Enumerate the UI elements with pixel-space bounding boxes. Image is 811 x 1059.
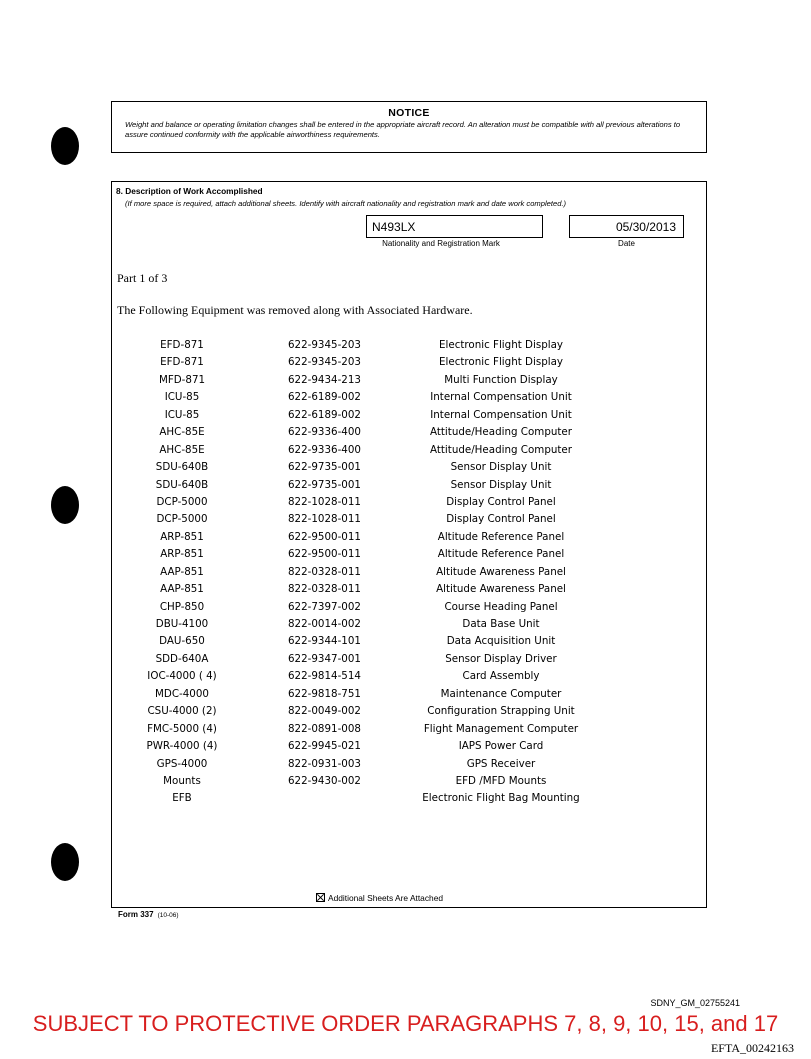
equipment-part-number: 822-0328-011 — [288, 583, 361, 596]
equipment-model: ICU-85 — [164, 391, 200, 404]
equipment-row — [112, 738, 708, 755]
removal-statement: The Following Equipment was removed along with Associated Hardware. — [117, 303, 473, 317]
equipment-model: PWR-4000 (4) — [146, 740, 218, 753]
equipment-part-number: 622-9735-001 — [288, 478, 361, 491]
equipment-model: EFB — [172, 792, 192, 805]
equipment-row — [112, 668, 708, 685]
equipment-description: EFD /MFD Mounts — [455, 774, 547, 787]
equipment-model: AAP-851 — [160, 565, 204, 578]
equipment-part-number: 622-9336-400 — [288, 426, 361, 439]
equipment-part-number: 622-7397-002 — [288, 600, 361, 613]
registration-value: N493LX — [372, 220, 416, 234]
equipment-description: Data Acquisition Unit — [446, 635, 556, 648]
date-field[interactable] — [569, 215, 684, 238]
equipment-description: Attitude/Heading Computer — [429, 426, 572, 439]
equipment-model: CSU-4000 (2) — [147, 705, 217, 718]
equipment-description: Maintenance Computer — [440, 687, 562, 700]
equipment-description: Internal Compensation Unit — [430, 391, 572, 404]
notice-title: NOTICE — [388, 107, 430, 119]
equipment-row — [112, 703, 708, 720]
punch-hole-top — [51, 127, 79, 165]
work-description-section — [111, 181, 707, 908]
equipment-row — [112, 389, 708, 406]
equipment-description: Electronic Flight Display — [439, 356, 563, 369]
equipment-model: AHC-85E — [159, 443, 205, 456]
equipment-part-number: 622-9336-400 — [288, 443, 361, 456]
equipment-row — [112, 564, 708, 581]
equipment-model: DAU-650 — [159, 635, 205, 648]
equipment-part-number: 822-1028-011 — [288, 513, 361, 526]
equipment-part-number: 622-9500-011 — [288, 548, 361, 561]
form-revision: (10-06) — [157, 912, 179, 919]
efta-number: EFTA_00242163 — [710, 1041, 794, 1055]
equipment-description: Card Assembly — [462, 670, 540, 683]
equipment-row — [112, 756, 708, 773]
equipment-row — [112, 546, 708, 563]
equipment-part-number: 622-9500-011 — [288, 530, 361, 543]
equipment-part-number: 822-0014-002 — [288, 618, 361, 630]
equipment-row — [112, 459, 708, 476]
notice-box — [111, 101, 707, 153]
equipment-description: Course Heading Panel — [444, 600, 558, 613]
bates-number: SDNY_GM_02755241 — [650, 998, 740, 1008]
equipment-part-number: 622-9735-001 — [288, 461, 361, 474]
equipment-model: MFD-871 — [158, 373, 206, 386]
equipment-model: FMC-5000 (4) — [147, 722, 217, 735]
equipment-part-number: 622-9347-001 — [288, 652, 361, 665]
form-number — [118, 910, 179, 919]
punch-hole-bottom — [51, 843, 79, 881]
equipment-model: DCP-5000 — [156, 513, 208, 526]
equipment-row — [112, 651, 708, 668]
equipment-model: ICU-85 — [164, 408, 200, 421]
punch-hole-middle — [51, 486, 79, 524]
equipment-row — [112, 407, 708, 424]
equipment-row — [112, 494, 708, 511]
equipment-row — [112, 581, 708, 598]
additional-sheets-label: Additional Sheets Are Attached — [328, 893, 444, 903]
equipment-row — [112, 372, 708, 389]
equipment-row — [112, 790, 708, 807]
equipment-part-number: 622-9345-203 — [288, 356, 361, 369]
equipment-model: ARP-851 — [160, 548, 204, 561]
equipment-model: MDC-4000 — [155, 687, 209, 700]
equipment-part-number: 622-9345-203 — [288, 339, 361, 351]
date-label: Date — [618, 239, 635, 248]
equipment-row — [112, 511, 708, 528]
equipment-description: Altitude Awareness Panel — [436, 565, 566, 578]
equipment-part-number: 622-9818-751 — [288, 687, 361, 700]
equipment-row — [112, 721, 708, 738]
equipment-description: Attitude/Heading Computer — [429, 443, 572, 456]
equipment-model: SDU-640B — [155, 478, 209, 491]
equipment-row — [112, 599, 708, 616]
checked-box-icon[interactable] — [316, 893, 325, 902]
equipment-part-number: 622-9344-101 — [288, 635, 361, 648]
notice-text: Weight and balance or operating limitation changes shall be entered in the appropriate aircraft record. An alteration must be compatible with all previous alterations to assure continued conformity with the applicable airworthiness requirements. — [125, 120, 681, 139]
equipment-description: Altitude Reference Panel — [437, 548, 565, 561]
equipment-description: Multi Function Display — [444, 373, 558, 386]
equipment-part-number: 622-9430-002 — [288, 774, 361, 787]
registration-label: Nationality and Registration Mark — [382, 239, 500, 248]
equipment-row — [112, 424, 708, 441]
equipment-description: Data Base Unit — [462, 618, 540, 630]
equipment-description: Altitude Reference Panel — [437, 530, 565, 543]
equipment-model: ARP-851 — [160, 530, 204, 543]
part-indicator: Part 1 of 3 — [117, 271, 168, 285]
date-value: 05/30/2013 — [615, 220, 676, 234]
equipment-model: AHC-85E — [159, 426, 205, 439]
form-number-label: Form 337 — [118, 910, 154, 919]
additional-sheets-checkbox[interactable] — [316, 893, 443, 903]
equipment-part-number: 822-0891-008 — [288, 722, 361, 735]
equipment-model: DCP-5000 — [156, 495, 208, 508]
equipment-description: Sensor Display Unit — [450, 461, 552, 474]
equipment-list — [112, 337, 708, 808]
section-instructions: (If more space is required, attach additional sheets. Identify with aircraft nationality and registration mark and date work completed.) — [125, 199, 567, 208]
equipment-part-number: 622-9814-514 — [288, 670, 361, 683]
equipment-description: Flight Management Computer — [423, 722, 579, 735]
equipment-description: Sensor Display Driver — [445, 652, 557, 665]
equipment-part-number: 622-9434-213 — [288, 373, 361, 386]
equipment-row — [112, 686, 708, 703]
equipment-description: Electronic Flight Display — [439, 339, 563, 351]
equipment-model: IOC-4000 ( 4) — [147, 670, 217, 683]
equipment-row — [112, 773, 708, 790]
equipment-description: Configuration Strapping Unit — [427, 705, 575, 718]
equipment-row — [112, 337, 708, 354]
equipment-model: SDU-640B — [155, 461, 209, 474]
equipment-part-number: 822-0328-011 — [288, 565, 361, 578]
equipment-row — [112, 477, 708, 494]
equipment-model: EFD-871 — [160, 356, 204, 369]
equipment-model: SDD-640A — [155, 652, 209, 665]
equipment-description: Altitude Awareness Panel — [436, 583, 566, 596]
protective-order-notice: SUBJECT TO PROTECTIVE ORDER PARAGRAPHS 7, 8, 9, 10, 15, and 17 — [32, 1011, 779, 1036]
equipment-row — [112, 354, 708, 371]
equipment-part-number: 622-6189-002 — [288, 391, 361, 404]
equipment-model: EFD-871 — [160, 339, 204, 351]
equipment-part-number: 822-0931-003 — [288, 757, 361, 770]
equipment-part-number: 622-6189-002 — [288, 408, 361, 421]
equipment-description: Display Control Panel — [446, 495, 556, 508]
equipment-model: DBU-4100 — [155, 618, 209, 630]
equipment-model: AAP-851 — [160, 583, 204, 596]
equipment-model: CHP-850 — [159, 600, 205, 613]
equipment-row — [112, 616, 708, 633]
registration-field[interactable] — [366, 215, 543, 238]
equipment-part-number: 822-1028-011 — [288, 495, 361, 508]
equipment-description: Electronic Flight Bag Mounting — [422, 792, 580, 805]
equipment-description: Sensor Display Unit — [450, 478, 552, 491]
equipment-description: GPS Receiver — [466, 757, 536, 770]
equipment-part-number: 622-9945-021 — [288, 740, 361, 753]
equipment-description: Display Control Panel — [446, 513, 556, 526]
section-title: 8. Description of Work Accomplished — [116, 186, 263, 196]
equipment-description: IAPS Power Card — [458, 740, 544, 753]
equipment-part-number: 822-0049-002 — [288, 705, 361, 718]
equipment-row — [112, 529, 708, 546]
equipment-row — [112, 633, 708, 650]
equipment-model: Mounts — [163, 774, 201, 787]
equipment-row — [112, 442, 708, 459]
equipment-description: Internal Compensation Unit — [430, 408, 572, 421]
equipment-model: GPS-4000 — [156, 757, 208, 770]
